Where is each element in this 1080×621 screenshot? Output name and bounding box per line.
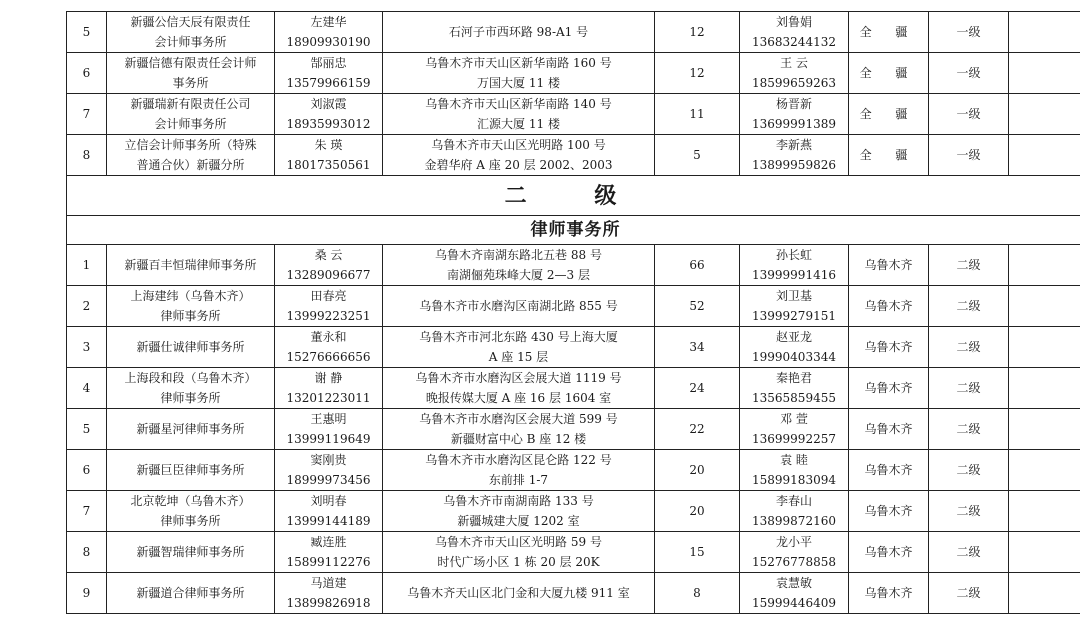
contact-person-line: 13201223011: [286, 391, 371, 405]
law-firms-section: [67, 245, 1080, 614]
firm-name: [107, 491, 275, 532]
firm-name-line: 会计师事务所: [154, 117, 227, 131]
contact-person-line: 18909930190: [286, 35, 371, 49]
firm-address: [383, 135, 655, 176]
firm-name: [107, 53, 275, 94]
firm-name-line: 新疆瑞新有限责任公司: [130, 97, 251, 111]
row-number: 5: [67, 409, 107, 450]
firm-name: [107, 573, 275, 614]
service-region: 全 疆: [849, 53, 929, 94]
liaison-person-line: 19990403344: [752, 350, 836, 364]
level-heading: 二 级: [67, 176, 1080, 216]
contact-person-line: 刘淑霞: [310, 97, 347, 111]
firm-address: [383, 409, 655, 450]
firm-name-line: 事务所: [172, 76, 209, 90]
firm-level: 二级: [929, 368, 1009, 409]
staff-count: 12: [655, 12, 740, 53]
firm-name-line: 新疆道合律师事务所: [136, 586, 245, 600]
contact-person: [275, 245, 383, 286]
table-row: [67, 53, 1080, 94]
service-region: 乌鲁木齐: [849, 532, 929, 573]
firm-name: [107, 286, 275, 327]
firm-level: 二级: [929, 286, 1009, 327]
contact-person-line: 左建华: [310, 15, 347, 29]
service-region: 乌鲁木齐: [849, 409, 929, 450]
liaison-person-line: 邓 萱: [780, 412, 808, 426]
liaison-person: [740, 53, 849, 94]
firm-name: [107, 94, 275, 135]
firm-address-line: 晚报传媒大厦 A 座 16 层 1604 室: [425, 391, 612, 405]
contact-person-line: 18999973456: [286, 473, 371, 487]
contact-person-line: 郜丽忠: [310, 56, 347, 70]
firm-name-line: 新疆百丰恒瑞律师事务所: [124, 258, 257, 272]
firm-address: [383, 94, 655, 135]
service-region: 乌鲁木齐: [849, 368, 929, 409]
firm-name-line: 新疆信德有限责任会计师: [124, 56, 257, 70]
liaison-person: [740, 450, 849, 491]
contact-person-line: 桑 云: [314, 248, 343, 262]
contact-person: [275, 12, 383, 53]
table-row: [67, 245, 1080, 286]
firm-address-line: 乌鲁木齐市水磨沟区会展大道 599 号: [419, 412, 618, 426]
liaison-person: [740, 245, 849, 286]
contact-person: [275, 532, 383, 573]
liaison-person-line: 刘卫基: [775, 289, 812, 303]
liaison-person-line: 袁 睦: [780, 453, 808, 467]
remarks-cell: [1009, 94, 1080, 135]
firm-name: [107, 532, 275, 573]
firm-directory-table: [66, 11, 1080, 614]
contact-person: [275, 491, 383, 532]
liaison-person-line: 13699992257: [752, 432, 836, 446]
firm-address-line: 万国大厦 11 楼: [477, 76, 560, 90]
table-row: [67, 12, 1080, 53]
row-number: 3: [67, 327, 107, 368]
firm-address-line: 时代广场小区 1 栋 20 层 20K: [437, 555, 600, 569]
firm-address-line: 乌鲁木齐市水磨沟区昆仑路 122 号: [425, 453, 612, 467]
contact-person-line: 13579966159: [286, 76, 371, 90]
row-number: 8: [67, 135, 107, 176]
service-region: 乌鲁木齐: [849, 327, 929, 368]
table-row: [67, 409, 1080, 450]
firm-name: [107, 368, 275, 409]
row-number: 5: [67, 12, 107, 53]
firm-address-line: 乌鲁木齐天山区北门金和大厦九楼 911 室: [407, 586, 630, 600]
firm-name-line: 立信会计师事务所（特殊: [124, 138, 257, 152]
contact-person-line: 臧连胜: [310, 535, 347, 549]
liaison-person-line: 18599659263: [752, 76, 836, 90]
liaison-person-line: 13565859455: [752, 391, 836, 405]
firm-name-line: 会计师事务所: [154, 35, 227, 49]
row-number: 9: [67, 573, 107, 614]
firm-name-line: 新疆巨臣律师事务所: [136, 463, 245, 477]
firm-address: [383, 286, 655, 327]
firm-address: [383, 12, 655, 53]
liaison-person-line: 13899872160: [752, 514, 836, 528]
table-row: [67, 286, 1080, 327]
liaison-person: [740, 368, 849, 409]
level-heading-section: [67, 176, 1080, 245]
table-row: [67, 327, 1080, 368]
staff-count: 15: [655, 532, 740, 573]
firm-address: [383, 450, 655, 491]
firm-address-line: 乌鲁木齐市水磨沟区南湖北路 855 号: [419, 299, 618, 313]
liaison-person-line: 13683244132: [752, 35, 836, 49]
firm-name-line: 新疆智瑞律师事务所: [136, 545, 245, 559]
firm-level: 二级: [929, 409, 1009, 450]
contact-person-line: 18935993012: [286, 117, 371, 131]
contact-person: [275, 327, 383, 368]
liaison-person-line: 李新燕: [775, 138, 812, 152]
firm-name-line: 律师事务所: [160, 309, 221, 323]
firm-address-line: 乌鲁木齐市天山区光明路 100 号: [431, 138, 606, 152]
firm-address-line: 新疆城建大厦 1202 室: [457, 514, 580, 528]
liaison-person-line: 15999446409: [752, 596, 836, 610]
service-region: 乌鲁木齐: [849, 450, 929, 491]
firm-name-line: 北京乾坤（乌鲁木齐）: [130, 494, 251, 508]
staff-count: 52: [655, 286, 740, 327]
row-number: 7: [67, 94, 107, 135]
remarks-cell: [1009, 327, 1080, 368]
remarks-cell: [1009, 368, 1080, 409]
liaison-person-line: 秦艳君: [775, 371, 812, 385]
staff-count: 34: [655, 327, 740, 368]
firm-address: [383, 532, 655, 573]
firm-address: [383, 368, 655, 409]
row-number: 6: [67, 450, 107, 491]
row-number: 6: [67, 53, 107, 94]
liaison-person: [740, 491, 849, 532]
service-region: 全 疆: [849, 135, 929, 176]
liaison-person-line: 13899959826: [752, 158, 836, 172]
firm-address-line: 乌鲁木齐市水磨沟区会展大道 1119 号: [415, 371, 622, 385]
liaison-person-line: 孙长虹: [775, 248, 812, 262]
accounting-firms-section: [67, 12, 1080, 176]
liaison-person-line: 刘鲁娟: [775, 15, 812, 29]
contact-person-line: 刘明春: [310, 494, 347, 508]
contact-person-line: 马道建: [310, 576, 347, 590]
remarks-cell: [1009, 245, 1080, 286]
contact-person-line: 15899112276: [286, 555, 371, 569]
row-number: 4: [67, 368, 107, 409]
firm-address-line: 南湖俪苑珠峰大厦 2—3 层: [447, 268, 590, 282]
contact-person: [275, 450, 383, 491]
service-region: 乌鲁木齐: [849, 491, 929, 532]
contact-person-line: 朱 瑛: [314, 138, 343, 152]
firm-address: [383, 327, 655, 368]
firm-address-line: 乌鲁木齐市天山区光明路 59 号: [435, 535, 602, 549]
firm-address: [383, 573, 655, 614]
row-number: 7: [67, 491, 107, 532]
firm-name: [107, 450, 275, 491]
staff-count: 20: [655, 450, 740, 491]
firm-address-line: 汇源大厦 11 楼: [477, 117, 560, 131]
firm-level: 二级: [929, 491, 1009, 532]
remarks-cell: [1009, 409, 1080, 450]
table-row: [67, 491, 1080, 532]
firm-level: 一级: [929, 94, 1009, 135]
remarks-cell: [1009, 135, 1080, 176]
contact-person-line: 王惠明: [310, 412, 347, 426]
staff-count: 8: [655, 573, 740, 614]
staff-count: 5: [655, 135, 740, 176]
liaison-person: [740, 573, 849, 614]
liaison-person: [740, 94, 849, 135]
contact-person-line: 13999223251: [286, 309, 371, 323]
liaison-person-line: 王 云: [780, 56, 808, 70]
row-number: 2: [67, 286, 107, 327]
liaison-person-line: 13999991416: [752, 268, 836, 282]
table-row: [67, 573, 1080, 614]
contact-person-line: 15276666656: [286, 350, 371, 364]
firm-name-line: 新疆公信天辰有限责任: [130, 15, 251, 29]
firm-level: 一级: [929, 53, 1009, 94]
firm-level: 一级: [929, 135, 1009, 176]
staff-count: 66: [655, 245, 740, 286]
firm-address-line: 石河子市西环路 98-A1 号: [448, 25, 589, 39]
firm-address-line: 乌鲁木齐市天山区新华南路 140 号: [425, 97, 612, 111]
firm-address-line: 乌鲁木齐市天山区新华南路 160 号: [425, 56, 612, 70]
firm-name-line: 新疆星河律师事务所: [136, 422, 245, 436]
contact-person: [275, 53, 383, 94]
firm-name-line: 上海段和段（乌鲁木齐）: [124, 371, 257, 385]
liaison-person-line: 李春山: [775, 494, 812, 508]
firm-address: [383, 245, 655, 286]
remarks-cell: [1009, 12, 1080, 53]
remarks-cell: [1009, 491, 1080, 532]
firm-level: 二级: [929, 450, 1009, 491]
service-region: 乌鲁木齐: [849, 573, 929, 614]
remarks-cell: [1009, 53, 1080, 94]
table-row: [67, 368, 1080, 409]
firm-address: [383, 491, 655, 532]
contact-person-line: 田春亮: [310, 289, 347, 303]
contact-person-line: 13999119649: [286, 432, 371, 446]
firm-address-line: 乌鲁木齐市南湖南路 133 号: [443, 494, 594, 508]
firm-name-line: 上海建纬（乌鲁木齐）: [130, 289, 251, 303]
staff-count: 24: [655, 368, 740, 409]
contact-person-line: 13999144189: [286, 514, 371, 528]
liaison-person-line: 龙小平: [775, 535, 812, 549]
liaison-person-line: 赵亚龙: [775, 330, 812, 344]
firm-name: [107, 409, 275, 450]
firm-level: 二级: [929, 573, 1009, 614]
firm-level: 二级: [929, 532, 1009, 573]
firm-name-line: 新疆仕诚律师事务所: [136, 340, 245, 354]
service-region: 全 疆: [849, 94, 929, 135]
contact-person: [275, 135, 383, 176]
staff-count: 11: [655, 94, 740, 135]
liaison-person-line: 15276778858: [752, 555, 836, 569]
row-number: 1: [67, 245, 107, 286]
contact-person-line: 董永和: [310, 330, 347, 344]
liaison-person: [740, 409, 849, 450]
firm-level: 二级: [929, 327, 1009, 368]
contact-person-line: 窦刚贵: [310, 453, 347, 467]
firm-address: [383, 53, 655, 94]
staff-count: 22: [655, 409, 740, 450]
contact-person-line: 18017350561: [286, 158, 371, 172]
firm-address-line: A 座 15 层: [488, 350, 549, 364]
table-row: [67, 94, 1080, 135]
service-region: 全 疆: [849, 12, 929, 53]
contact-person-line: 谢 静: [314, 371, 343, 385]
contact-person: [275, 286, 383, 327]
firm-name: [107, 12, 275, 53]
liaison-person: [740, 12, 849, 53]
firm-name: [107, 327, 275, 368]
firm-address-line: 乌鲁木齐市河北东路 430 号上海大厦: [419, 330, 618, 344]
firm-address-line: 东前排 1-7: [488, 473, 549, 487]
liaison-person-line: 13699991389: [752, 117, 836, 131]
contact-person-line: 13899826918: [286, 596, 371, 610]
service-region: 乌鲁木齐: [849, 245, 929, 286]
contact-person-line: 13289096677: [286, 268, 371, 282]
firm-level: 二级: [929, 245, 1009, 286]
firm-name-line: 普通合伙）新疆分所: [136, 158, 245, 172]
remarks-cell: [1009, 532, 1080, 573]
liaison-person-line: 13999279151: [752, 309, 836, 323]
liaison-person-line: 杨晋新: [775, 97, 812, 111]
liaison-person-line: 袁慧敏: [775, 576, 812, 590]
liaison-person: [740, 532, 849, 573]
staff-count: 12: [655, 53, 740, 94]
staff-count: 20: [655, 491, 740, 532]
firm-address-line: 新疆财富中心 B 座 12 楼: [450, 432, 587, 446]
row-number: 8: [67, 532, 107, 573]
contact-person: [275, 94, 383, 135]
contact-person: [275, 573, 383, 614]
table-row: [67, 532, 1080, 573]
contact-person: [275, 368, 383, 409]
firm-name-line: 律师事务所: [160, 391, 221, 405]
category-heading: 律师事务所: [67, 216, 1080, 245]
firm-address-line: 金碧华府 A 座 20 层 2002、2003: [424, 158, 613, 172]
remarks-cell: [1009, 573, 1080, 614]
contact-person: [275, 409, 383, 450]
remarks-cell: [1009, 450, 1080, 491]
table-row: [67, 450, 1080, 491]
remarks-cell: [1009, 286, 1080, 327]
liaison-person: [740, 327, 849, 368]
table-row: [67, 135, 1080, 176]
liaison-person: [740, 286, 849, 327]
liaison-person: [740, 135, 849, 176]
liaison-person-line: 15899183094: [752, 473, 836, 487]
firm-address-line: 乌鲁木齐南湖东路北五巷 88 号: [435, 248, 602, 262]
firm-level: 一级: [929, 12, 1009, 53]
firm-name: [107, 135, 275, 176]
service-region: 乌鲁木齐: [849, 286, 929, 327]
firm-name-line: 律师事务所: [160, 514, 221, 528]
firm-name: [107, 245, 275, 286]
